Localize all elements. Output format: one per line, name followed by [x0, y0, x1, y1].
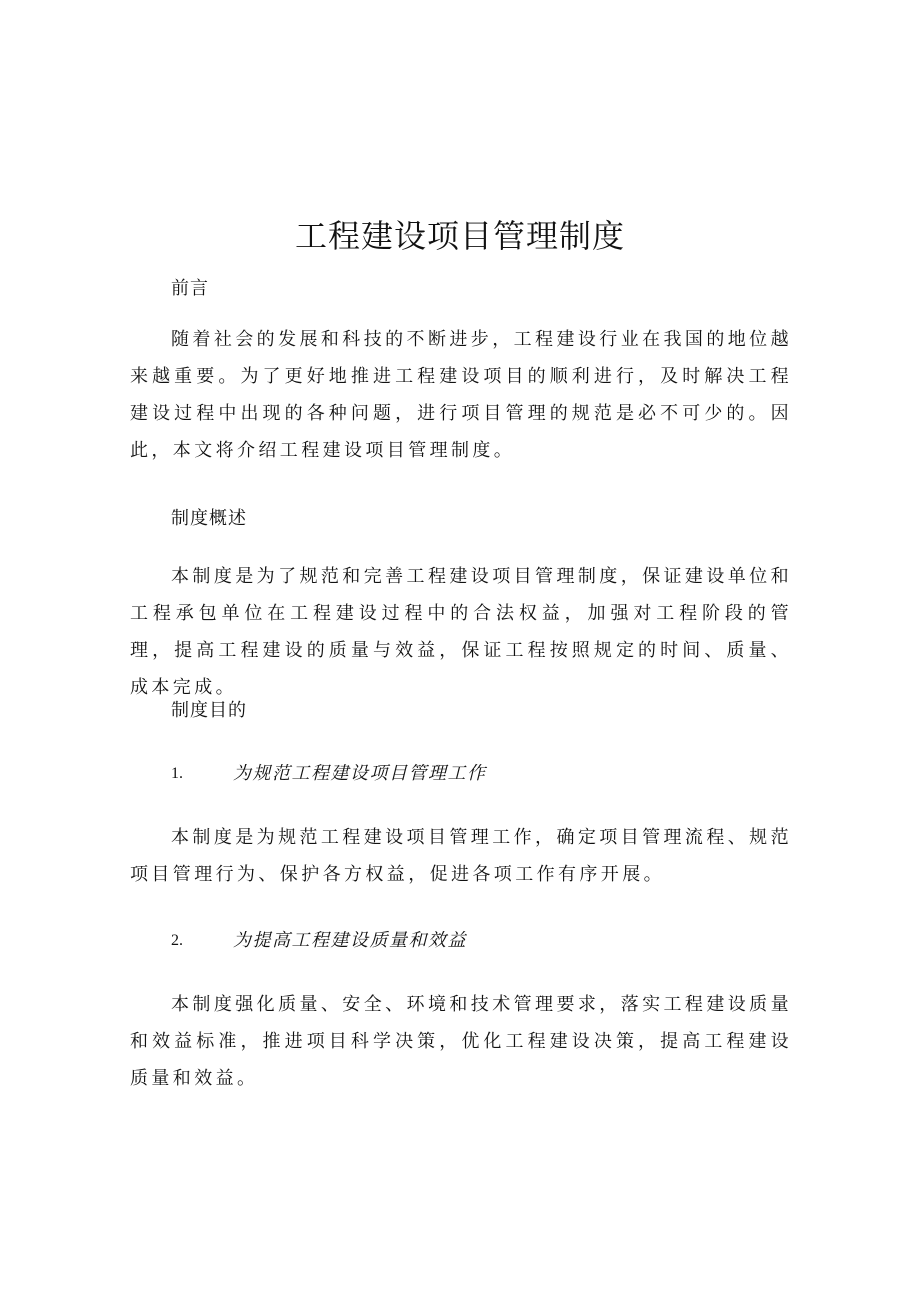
preface-paragraph: 随着社会的发展和科技的不断进步，工程建设行业在我国的地位越来越重要。为了更好地推进工程建设项目的顺利进行，及时解决工程建设过程中出现的各种问题，进行项目管理的规范是必不可少的。因此，本文将介绍工程建设项目管理制度。: [130, 329, 792, 461]
list-item-2: [171, 926, 771, 956]
list-number: 2.: [171, 932, 183, 949]
list-item-title: 为规范工程建设项目管理工作: [233, 763, 487, 784]
item-2-paragraph: 本制度强化质量、安全、环境和技术管理要求，落实工程建设质量和效益标准，推进项目科学决策，优化工程建设决策，提高工程建设质量和效益。: [130, 994, 792, 1089]
list-item-title: 为提高工程建设质量和效益: [233, 930, 467, 951]
item-1-paragraph: 本制度是为规范工程建设项目管理工作，确定项目管理流程、规范项目管理行为、保护各方权益，促进各项工作有序开展。: [130, 827, 792, 885]
document-title: 工程建设项目管理制度: [294, 217, 625, 255]
list-item-1: [171, 759, 771, 789]
section-heading-purpose: 制度目的: [171, 700, 247, 721]
section-heading-preface: 前言: [171, 278, 209, 299]
list-number: 1.: [171, 765, 183, 782]
section-heading-overview: 制度概述: [171, 508, 247, 529]
overview-paragraph: 本制度是为了规范和完善工程建设项目管理制度，保证建设单位和工程承包单位在工程建设过程中的合法权益，加强对工程阶段的管理，提高工程建设的质量与效益，保证工程按照规定的时间、质量、成本完成。: [130, 566, 792, 698]
